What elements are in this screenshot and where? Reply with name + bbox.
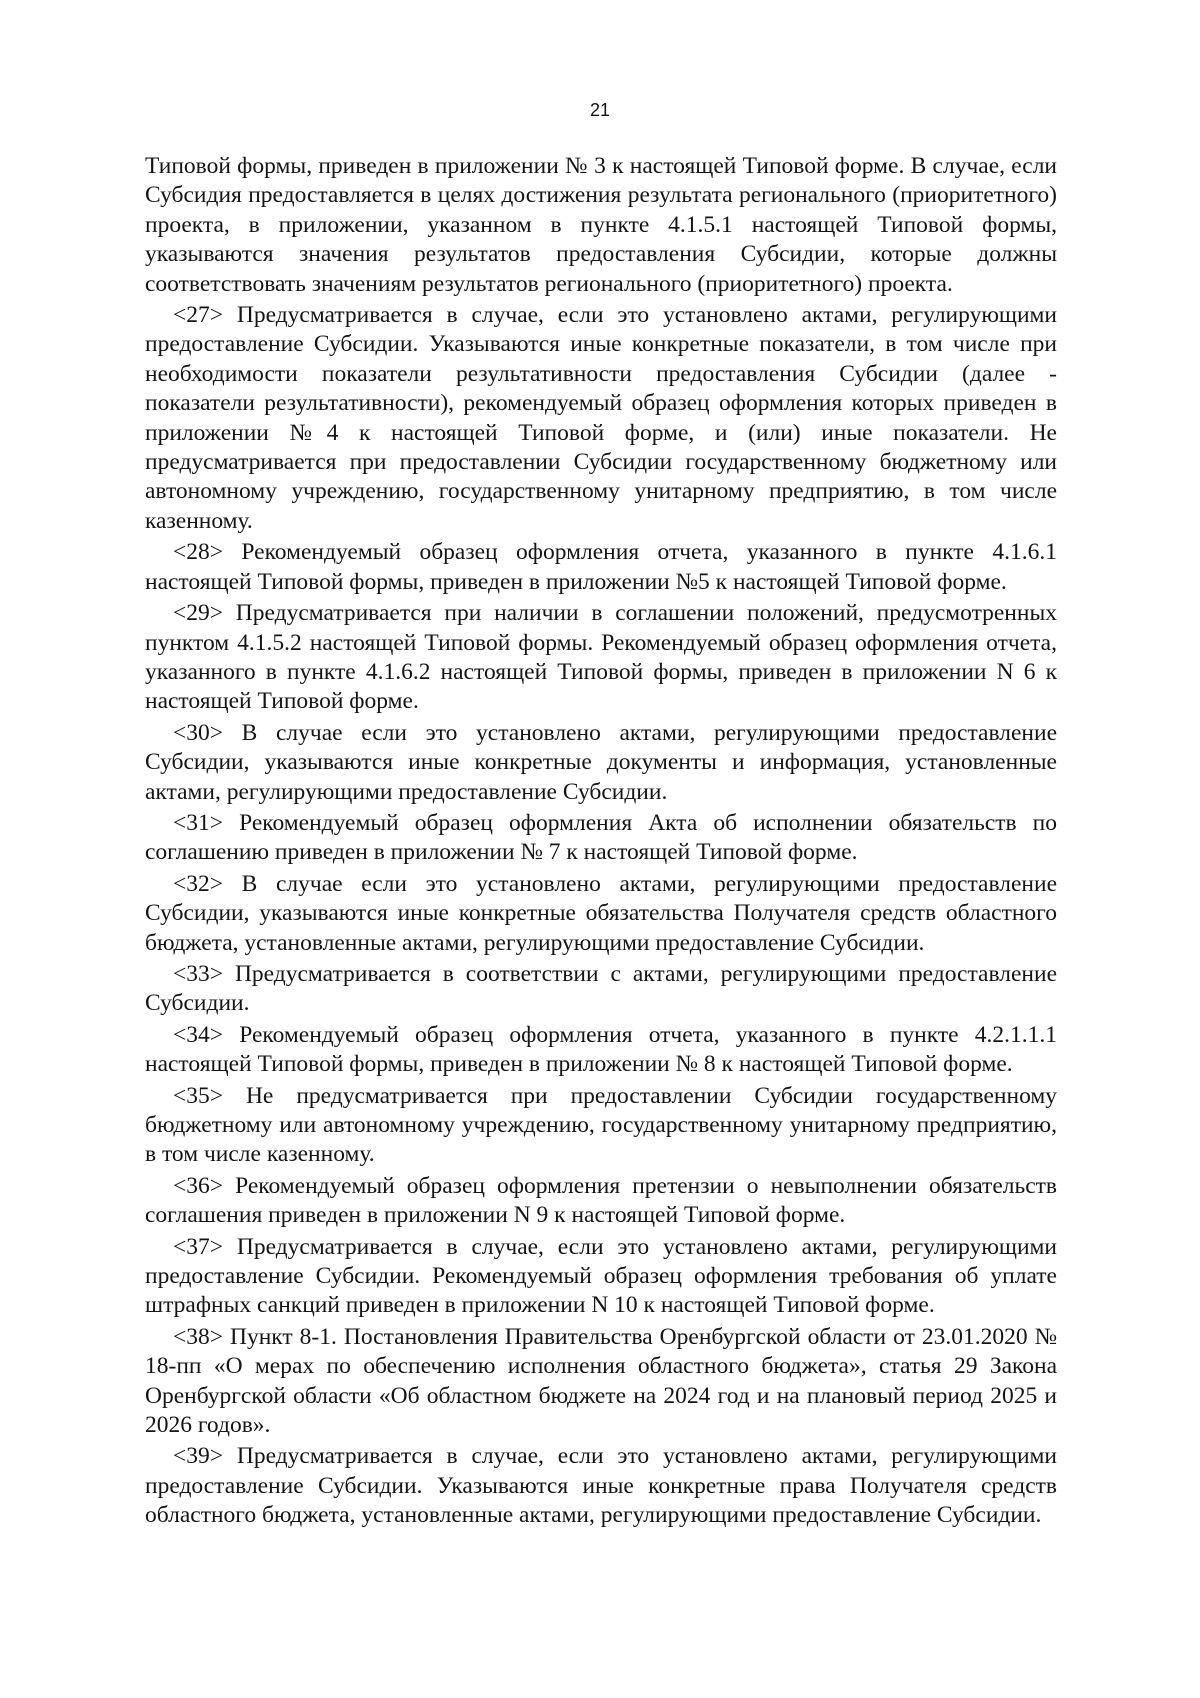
- footnote-30: <30> В случае если это установлено актами, регулирующими предоставление Субсидии, указываются иные конкретные документы и информация, установленные актами, регулирующими предоставление Субсидии.: [145, 719, 1057, 805]
- footnote-36: <36> Рекомендуемый образец оформления претензии о невыполнении обязательств соглашения приведен в приложении N 9 к настоящей Типовой форме.: [145, 1172, 1057, 1229]
- page-number: 21: [589, 100, 611, 120]
- footnote-32: <32> В случае если это установлено актами, регулирующими предоставление Субсидии, указываются иные конкретные обязательства Получателя средств областного бюджета, установленные актами, регулирующими предоставление Субсидии.: [145, 870, 1057, 956]
- footnote-27: <27> Предусматривается в случае, если это установлено актами, регулирующими предоставление Субсидии. Указываются иные конкретные показатели, в том числе при необходимости показатели результативности предоставления Субсидии (далее - показатели результативности), рекомендуемый образец оформления которых приведен в приложении №4 к настоящей Типовой форме, и (или) иные показатели. Не предусматривается при предоставлении Субсидии государственному бюджетному или автономному учреждению, государственному унитарному предприятию, в том числе казенному.: [145, 302, 1057, 534]
- footnote-31: <31> Рекомендуемый образец оформления Акта об исполнении обязательств по соглашению приведен в приложении № 7 к настоящей Типовой форме.: [145, 809, 1057, 866]
- footnote-37: <37> Предусматривается в случае, если это установлено актами, регулирующими предоставление Субсидии. Рекомендуемый образец оформления требования об уплате штрафных санкций приведен в приложении N 10 к настоящей Типовой форме.: [145, 1233, 1057, 1319]
- footnote-33: <33> Предусматривается в соответствии с актами, регулирующими предоставление Субсидии.: [145, 960, 1057, 1017]
- footnote-28: <28> Рекомендуемый образец оформления отчета, указанного в пункте 4.1.6.1 настоящей Типовой формы, приведен в приложении №5 к настоящей Типовой форме.: [145, 539, 1057, 595]
- footnote-34: <34> Рекомендуемый образец оформления отчета, указанного в пункте 4.2.1.1.1 настоящей Типовой формы, приведен в приложении № 8 к настоящей Типовой форме.: [145, 1021, 1057, 1078]
- footnote-35: <35> Не предусматривается при предоставлении Субсидии государственному бюджетному или автономному учреждению, государственному унитарному предприятию, в том числе казенному.: [145, 1082, 1057, 1168]
- footnote-29: <29> Предусматривается при наличии в соглашении положений, предусмотренных пунктом 4.1.5.2 настоящей Типовой формы. Рекомендуемый образец оформления отчета, указанного в пункте 4.1.6.2 настоящей Типовой формы, приведен в приложении N 6 к настоящей Типовой форме.: [145, 600, 1057, 715]
- footnote-38: <38> Пункт 8-1. Постановления Правительства Оренбургской области от 23.01.2020 № 18-пп «О мерах по обеспечению исполнения областного бюджета», статья 29 Закона Оренбургской области «Об областном бюджете на 2024 год и на плановый период 2025 и 2026 годов».: [145, 1323, 1057, 1439]
- paragraph-continuation: Типовой формы, приведен в приложении № 3 к настоящей Типовой форме. В случае, если Субсидия предоставляется в целях достижения результата регионального (приоритетного) проекта, в приложении, указанном в пункте 4.1.5.1 настоящей Типовой формы, указываются значения результатов предоставления Субсидии, которые должны соответствовать значениям результатов регионального (приоритетного) проекта.: [145, 153, 1057, 297]
- document-body: [145, 152, 1057, 1533]
- footnote-39: <39> Предусматривается в случае, если это установлено актами, регулирующими предоставление Субсидии. Указываются иные конкретные права Получателя средств областного бюджета, установленные актами, регулирующими предоставление Субсидии.: [145, 1443, 1057, 1529]
